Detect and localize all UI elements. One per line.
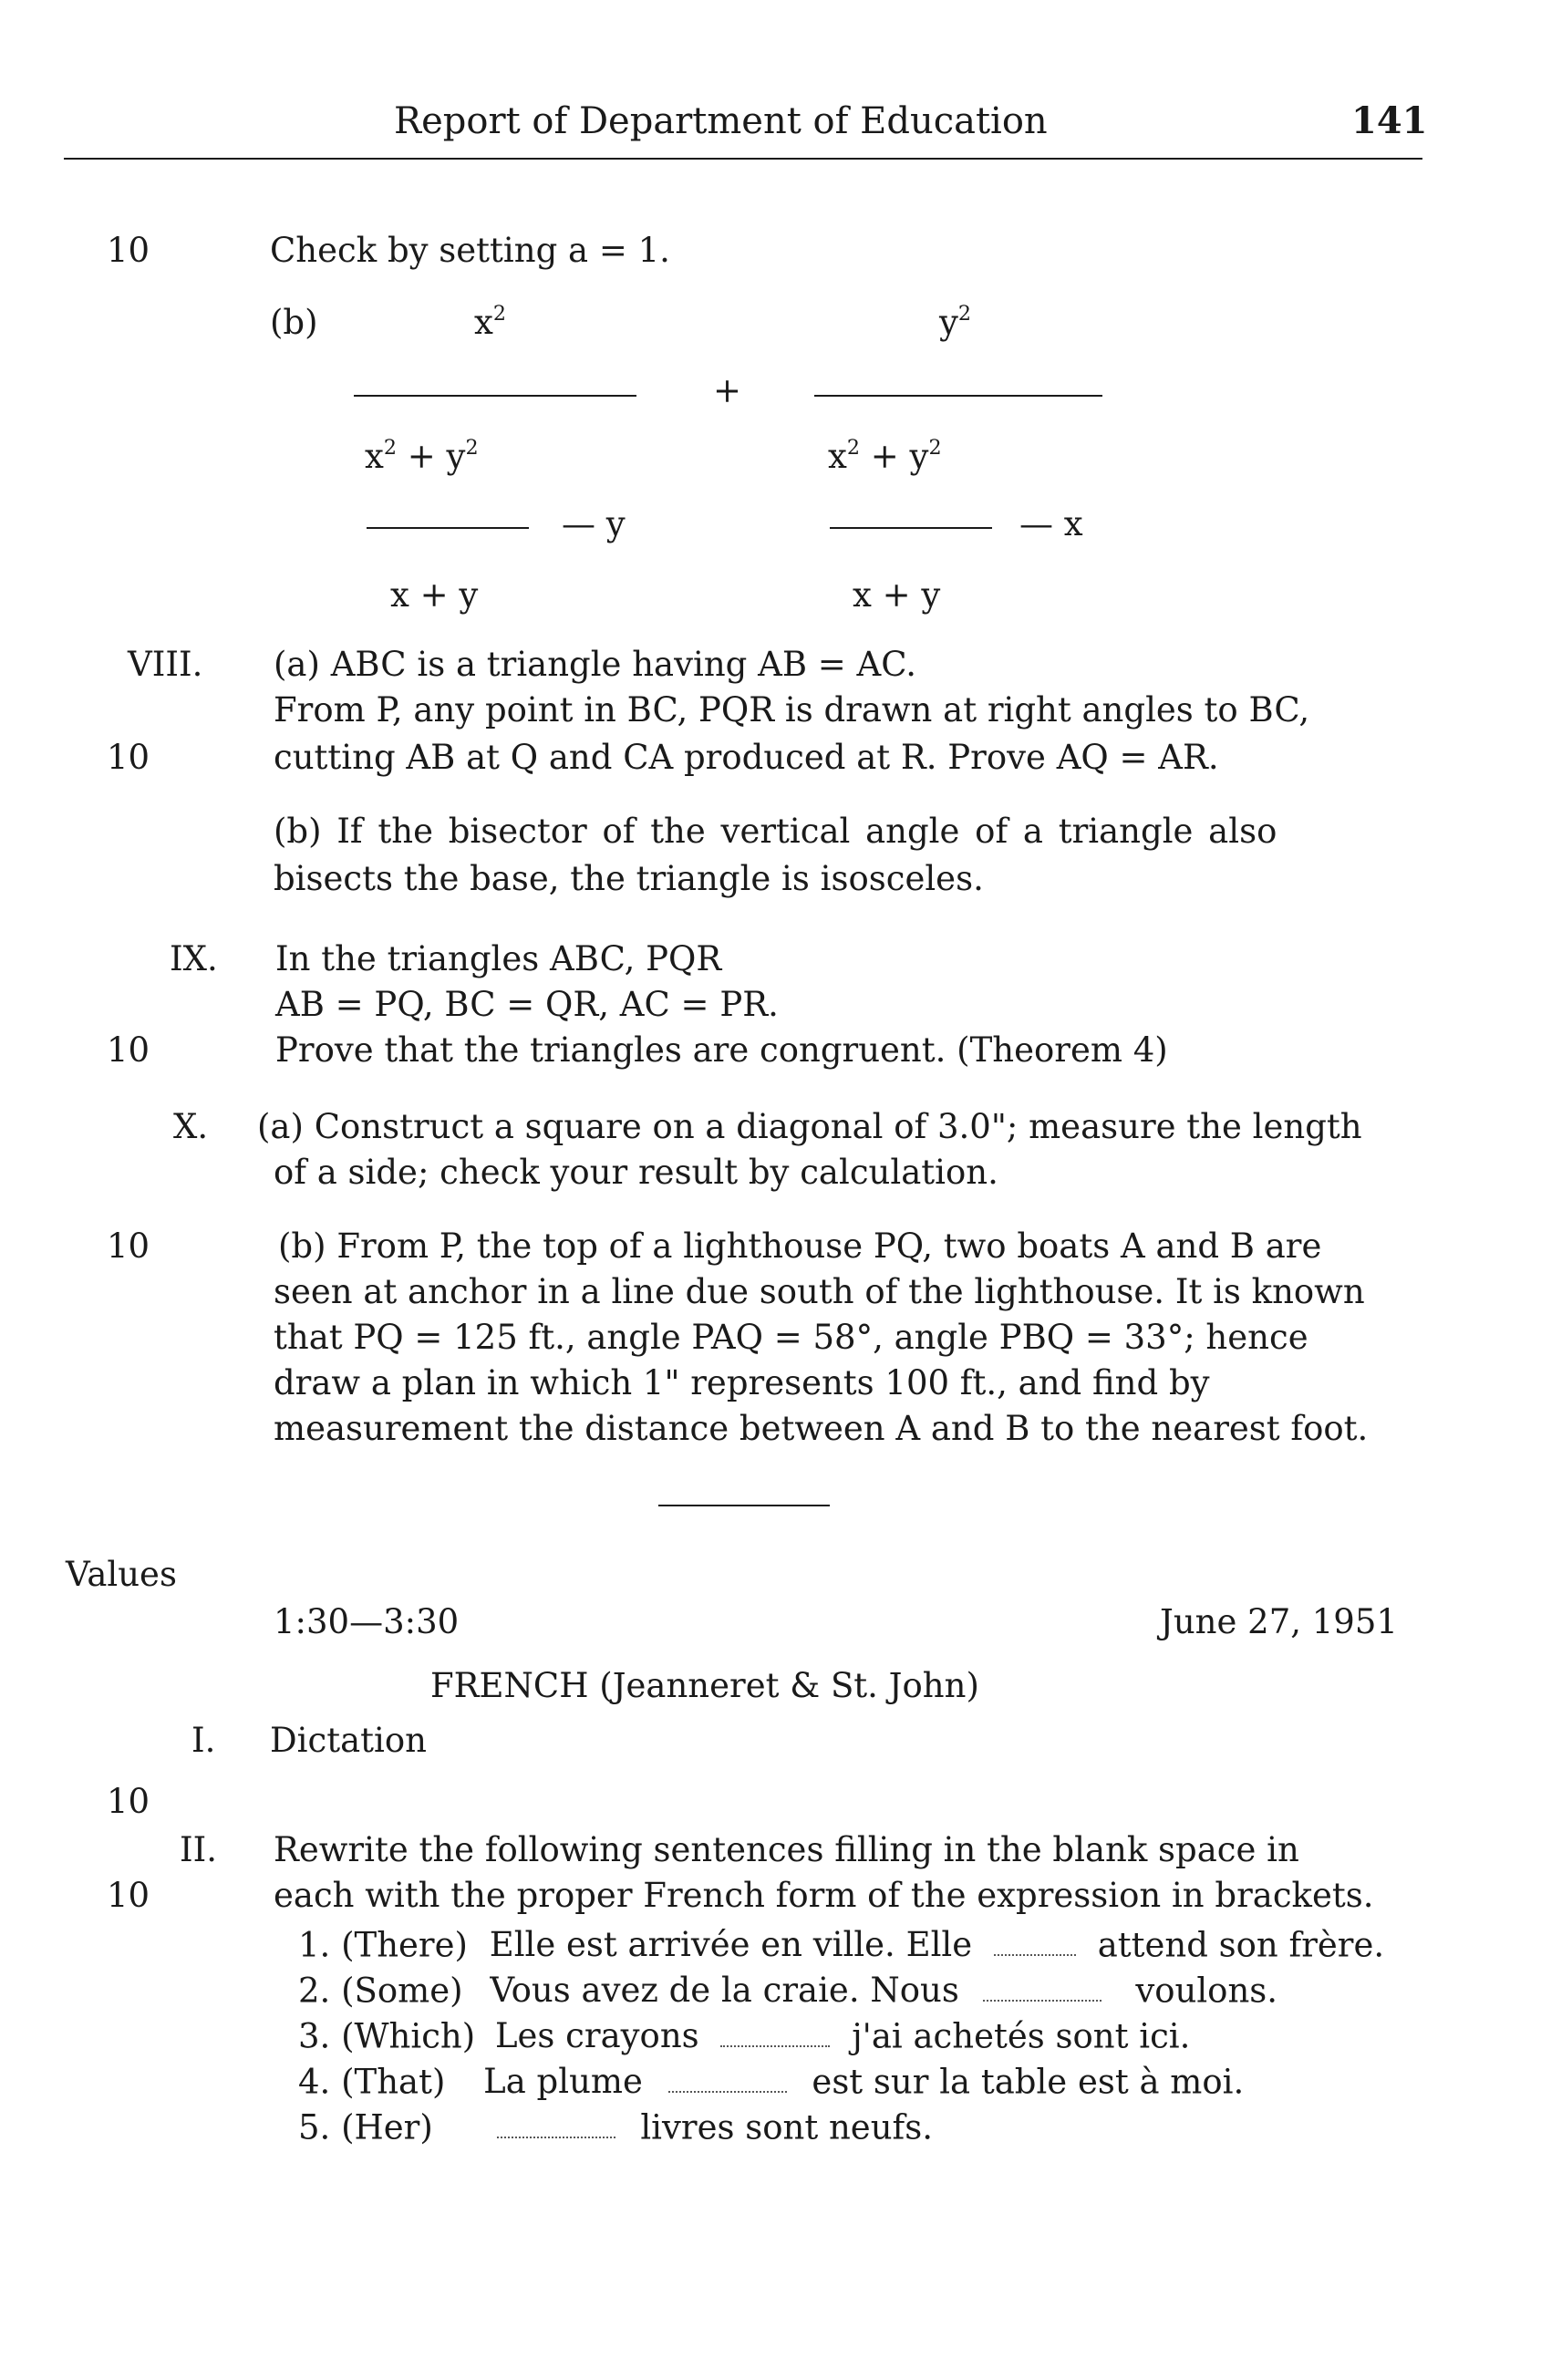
check-instruction: Check by setting a = 1.	[270, 231, 670, 270]
question-text: Dictation	[270, 1721, 427, 1760]
minus-x: — x	[1019, 504, 1083, 543]
plus-sign: +	[713, 371, 742, 410]
page-number: 141	[1351, 99, 1428, 142]
numerator-left: $x^2$	[474, 301, 506, 342]
values-label: Values	[66, 1555, 177, 1594]
question-text: (a) ABC is a triangle having AB = AC.	[274, 645, 917, 684]
question-text: Prove that the triangles are congruent. (Theorem 4)	[275, 1030, 1168, 1070]
mark-value: 10	[107, 231, 150, 270]
denominator-left-numerator: $x^2 + y^2$	[365, 435, 479, 476]
blank-space	[994, 1924, 1076, 1956]
mark-value: 10	[107, 738, 150, 777]
question-text: bisects the base, the triangle is isosceles.	[274, 859, 984, 898]
question-text: Rewrite the following sentences filling in the blank space in	[274, 1830, 1299, 1869]
question-text: seen at anchor in a line due south of the lighthouse. It is known	[274, 1272, 1365, 1311]
question-text: of a side; check your result by calculation.	[274, 1153, 998, 1192]
question-numeral: IX.	[170, 939, 218, 978]
exercise-item	[298, 2106, 933, 2147]
blank-space	[720, 2015, 830, 2047]
question-text: measurement the distance between A and B to the nearest foot.	[274, 1409, 1369, 1448]
question-text: (b) If the bisector of the vertical angle of a triangle also	[274, 812, 1277, 851]
item-number: 4.	[298, 2062, 331, 2102]
item-text-after: est sur la table est à moi.	[812, 2062, 1245, 2102]
section-divider	[658, 1505, 830, 1506]
question-text: In the triangles ABC, PQR	[275, 939, 722, 978]
question-text: draw a plan in which 1" represents 100 ft., and find by	[274, 1363, 1210, 1402]
question-text: (b) From P, the top of a lighthouse PQ, two boats A and B are	[278, 1226, 1322, 1266]
item-text-after: attend son frère.	[1097, 1925, 1385, 1965]
item-text-before: Les crayons	[494, 2016, 699, 2056]
inner-bar-left	[367, 527, 529, 529]
inner-denominator-left: x + y	[390, 575, 479, 615]
question-text: cutting AB at Q and CA produced at R. Prove AQ = AR.	[274, 738, 1219, 777]
exercise-item	[298, 1970, 1278, 2011]
item-text-after: j'ai achetés sont ici.	[852, 2016, 1191, 2056]
exercise-item	[298, 2015, 1191, 2056]
item-text-after: livres sont neufs.	[640, 2107, 933, 2147]
item-hint: (There)	[341, 1925, 468, 1965]
item-number: 2.	[298, 1971, 331, 2011]
mark-value: 10	[107, 1030, 150, 1070]
item-hint: (Which)	[341, 2016, 476, 2056]
item-text-after: voulons.	[1135, 1971, 1278, 2011]
question-text: AB = PQ, BC = QR, AC = PR.	[275, 985, 779, 1024]
item-hint: (Her)	[341, 2107, 433, 2147]
question-numeral: VIII.	[128, 645, 203, 684]
blank-space	[497, 2106, 615, 2138]
item-hint: (Some)	[341, 1971, 463, 2011]
fraction-bar-left	[354, 395, 636, 397]
question-text: each with the proper French form of the expression in brackets.	[274, 1876, 1374, 1915]
mark-value: 10	[107, 1876, 150, 1915]
exam-title: FRENCH (Jeanneret & St. John)	[430, 1666, 979, 1705]
item-text-before: Vous avez de la craie. Nous	[490, 1971, 959, 2011]
mark-value: 10	[107, 1226, 150, 1266]
mark-value: 10	[107, 1782, 150, 1821]
item-number: 3.	[298, 2016, 331, 2056]
inner-bar-right	[830, 527, 992, 529]
denominator-right-numerator: $x^2 + y^2$	[828, 435, 942, 476]
item-number: 5.	[298, 2107, 331, 2147]
question-numeral: II.	[180, 1830, 217, 1869]
question-text: (a) Construct a square on a diagonal of 3.0"; measure the length	[257, 1107, 1362, 1146]
fraction-bar-right	[814, 395, 1102, 397]
inner-denominator-right: x + y	[853, 575, 941, 615]
blank-space	[983, 1970, 1101, 2002]
numerator-right: $y^2$	[939, 301, 972, 342]
question-text: that PQ = 125 ft., angle PAQ = 58°, angle PBQ = 33°; hence	[274, 1318, 1308, 1357]
question-numeral: I.	[191, 1721, 216, 1760]
running-head: Report of Department of Education	[394, 100, 1048, 142]
part-label: (b)	[270, 303, 318, 342]
item-text-before: Elle est arrivée en ville. Elle	[489, 1925, 973, 1965]
exam-date: June 27, 1951	[1160, 1602, 1398, 1641]
blank-space	[668, 2061, 787, 2093]
item-number: 1.	[298, 1925, 331, 1965]
exam-time: 1:30—3:30	[274, 1602, 460, 1641]
exercise-item	[298, 1924, 1385, 1965]
header-rule	[64, 158, 1422, 160]
item-hint: (That)	[341, 2062, 446, 2102]
question-numeral: X.	[173, 1107, 209, 1146]
question-text: From P, any point in BC, PQR is drawn at right angles to BC,	[274, 690, 1310, 730]
exercise-item	[298, 2061, 1245, 2102]
item-text-before: La plume	[483, 2062, 643, 2102]
minus-y: — y	[562, 504, 626, 543]
